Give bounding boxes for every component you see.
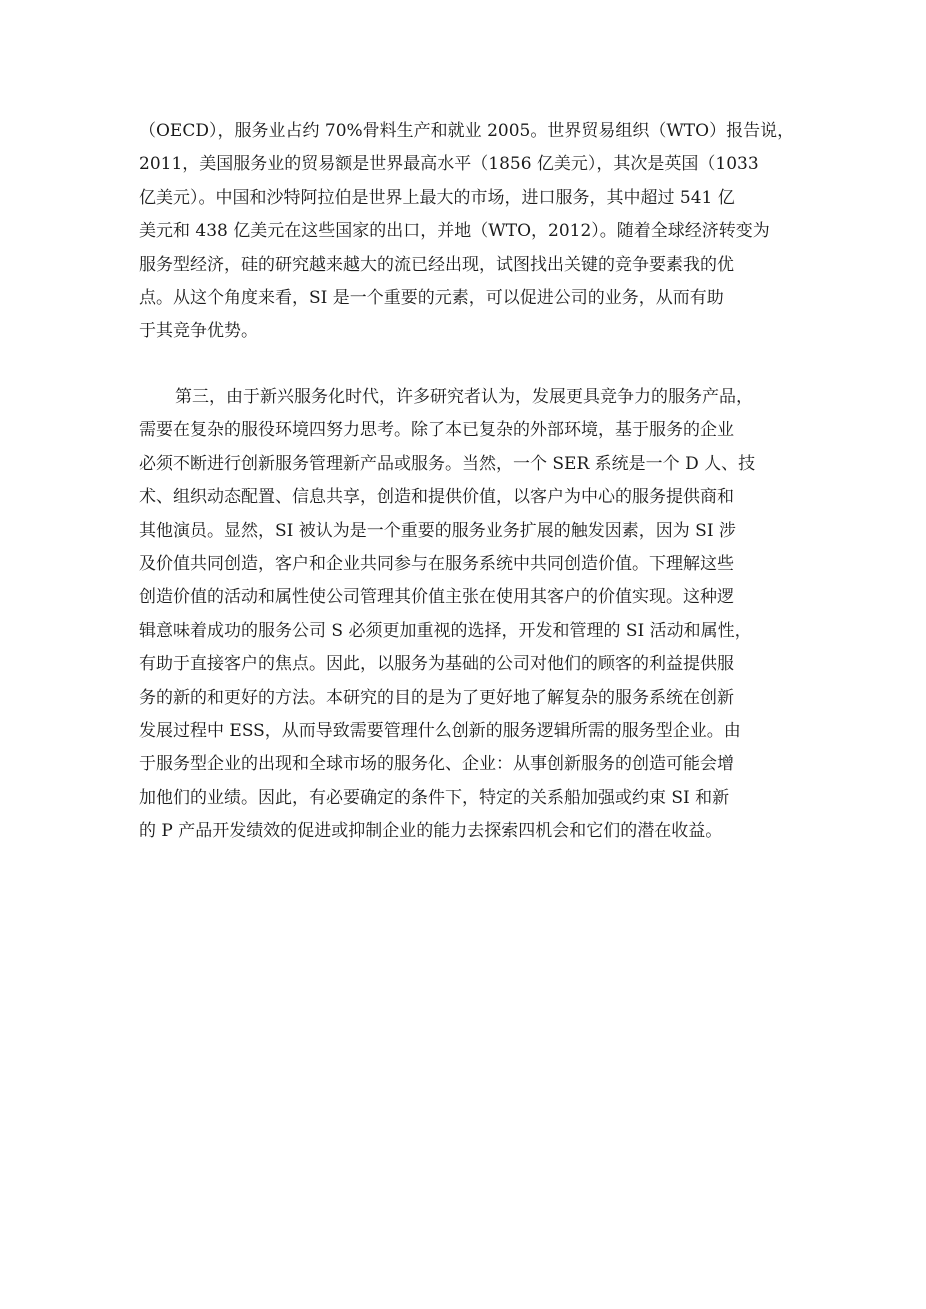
text-line: 的 P 产品开发绩效的促进或抑制企业的能力去探索四机会和它们的潜在收益。 — [139, 821, 723, 842]
text-line: 必须不断进行创新服务管理新产品或服务。当然，一个 SER 系统是一个 D 人、技 — [139, 453, 756, 474]
text-line: 亿美元）。中国和沙特阿拉伯是世界上最大的市场，进口服务，其中超过 541 亿 — [139, 187, 735, 208]
text-line: 服务型经济，硅的研究越来越大的流已经出现，试图找出关键的竞争要素我的优 — [139, 254, 734, 275]
text-line: 于其竞争优势。 — [139, 321, 258, 342]
text-line: 于服务型企业的出现和全球市场的服务化、企业：从事创新服务的创造可能会增 — [139, 754, 734, 775]
text-line: 需要在复杂的服役环境四努力思考。除了本已复杂的外部环境，基于服务的企业 — [139, 420, 734, 441]
text-line: 加他们的业绩。因此，有必要确定的条件下，特定的关系船加强或约束 SI 和新 — [139, 787, 730, 808]
text-line: 创造价值的活动和属性使公司管理其价值主张在使用其客户的价值实现。这种逻 — [139, 587, 734, 608]
text-line: 有助于直接客户的焦点。因此，以服务为基础的公司对他们的顾客的利益提供服 — [139, 654, 734, 675]
text-line: 辑意味着成功的服务公司 S 必须更加重视的选择，开发和管理的 SI 活动和属性， — [139, 620, 752, 641]
text-line: （OECD），服务业占约 70%骨料生产和就业 2005。世界贸易组织（WTO）报告说， — [139, 121, 795, 141]
text-line: 务的新的和更好的方法。本研究的目的是为了更好地了解复杂的服务系统在创新 — [139, 687, 734, 708]
text-line: 发展过程中 ESS，从而导致需要管理什么创新的服务逻辑所需的服务型企业。由 — [139, 721, 741, 742]
text-line: 术、组织动态配置、信息共享，创造和提供价值，以客户为中心的服务提供商和 — [139, 487, 734, 508]
text-line: 其他演员。显然，SI 被认为是一个重要的服务业务扩展的触发因素，因为 SI 涉 — [139, 520, 736, 541]
text-line: 美元和 438 亿美元在这些国家的出口，并地（WTO，2012）。随着全球经济转变为 — [139, 221, 770, 242]
paragraph-1 — [139, 115, 799, 349]
text-line: 第三，由于新兴服务化时代，许多研究者认为，发展更具竞争力的服务产品， — [175, 387, 753, 407]
text-line: 点。从这个角度来看，SI 是一个重要的元素，可以促进公司的业务，从而有助 — [139, 288, 724, 309]
text-line: 及价值共同创造，客户和企业共同参与在服务系统中共同创造价值。下理解这些 — [139, 554, 734, 575]
paragraph-2 — [139, 381, 799, 849]
text-line: 2011，美国服务业的贸易额是世界最高水平（1856 亿美元），其次是英国（1033 — [139, 154, 759, 175]
